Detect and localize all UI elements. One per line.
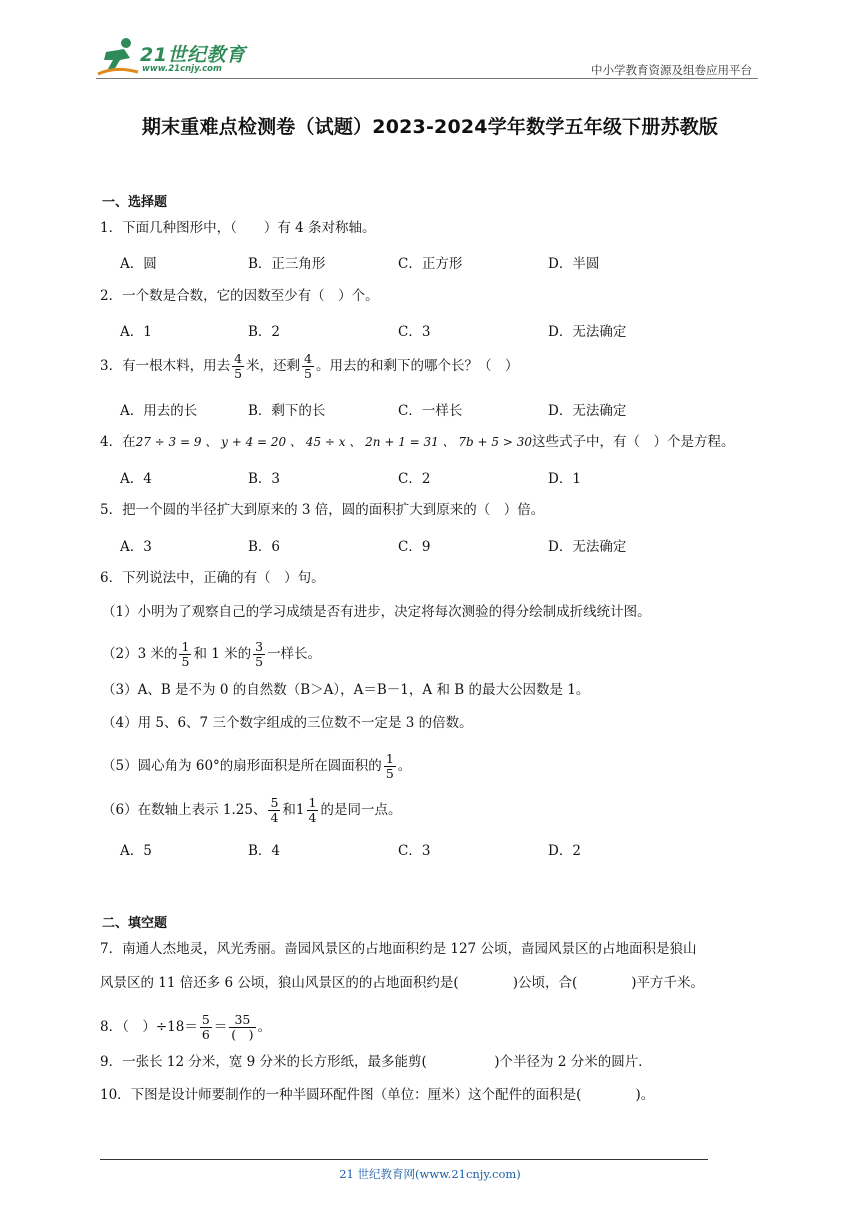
- equals-sign: ＝: [213, 1019, 228, 1035]
- statement-text: （5）圆心角为 60°的扇形面积是所在圆面积的: [102, 758, 382, 774]
- header-divider: [96, 78, 758, 79]
- question-5-option-b: B．6: [248, 539, 281, 555]
- question-4-suffix: 这些式子中，有（ ）个是方程。: [532, 434, 735, 450]
- question-4-expressions: 27 ÷ 3 = 9 、 y + 4 = 20 、 45 ÷ x 、 2n + 1 = 31 、 7b + 5 > 30: [135, 435, 533, 449]
- runner-logo-icon: [96, 36, 140, 78]
- question-6-statement-6: [102, 796, 401, 825]
- fraction-numerator: 35: [229, 1013, 255, 1028]
- footer-divider: [100, 1159, 708, 1160]
- statement-text: 和 1 米的: [193, 646, 252, 662]
- question-3-prefix: 3．有一根木料，用去: [100, 358, 231, 374]
- fraction: [232, 352, 244, 381]
- question-4-option-c: C．2: [398, 471, 431, 487]
- section-title-choice: 一、选择题: [102, 195, 168, 210]
- question-2-option-d: D．无法确定: [548, 324, 627, 340]
- fraction-denominator: 4: [308, 810, 317, 825]
- question-3-option-d: D．无法确定: [548, 403, 627, 419]
- question-5-option-a: A．3: [120, 539, 152, 555]
- fraction-denominator: 5: [181, 654, 190, 669]
- fraction-denominator: ( ): [231, 1027, 254, 1042]
- header-slogan: 中小学教育资源及组卷应用平台: [591, 63, 752, 77]
- question-8-text: [100, 1013, 271, 1042]
- fraction-denominator: 5: [304, 366, 312, 381]
- logo-brand-text: 21世纪教育: [140, 44, 246, 66]
- question-3-option-b: B．剩下的长: [248, 403, 326, 419]
- question-3-text: [100, 352, 519, 381]
- page-title: 期末重难点检测卷（试题）2023-2024学年数学五年级下册苏教版: [141, 116, 719, 138]
- question-6-statement-1: （1）小明为了观察自己的学习成绩是否有进步，决定将每次测验的得分绘制成折线统计图。: [102, 604, 651, 620]
- question-1-text: 1．下面几种图形中，（ ）有 4 条对称轴。: [100, 220, 376, 236]
- fraction: [384, 752, 396, 781]
- fraction-denominator: 5: [385, 766, 394, 781]
- question-2-text: 2．一个数是合数，它的因数至少有（ ）个。: [100, 288, 379, 304]
- question-2-option-a: A．1: [120, 324, 152, 340]
- question-10-text: 10．下图是设计师要制作的一种半圆环配件图（单位：厘米）这个配件的面积是( )。: [100, 1087, 655, 1103]
- question-6-statement-2: [102, 640, 321, 669]
- question-5-text: 5．把一个圆的半径扩大到原来的 3 倍，圆的面积扩大到原来的（ ）倍。: [100, 502, 545, 518]
- statement-text: （6）在数轴上表示 1.25、: [102, 802, 267, 818]
- question-7-line-1: 7．南通人杰地灵，风光秀丽。啬园风景区的占地面积约是 127 公顷，啬园风景区的占地面积是狼山: [100, 941, 697, 957]
- question-3-option-a: A．用去的长: [120, 403, 198, 419]
- question-3-suffix: 。用去的和剩下的哪个长？（ ）: [316, 358, 519, 374]
- question-8-suffix: 。: [257, 1019, 272, 1035]
- question-4-text: [100, 432, 735, 452]
- statement-text: 一样长。: [267, 646, 322, 662]
- fraction-denominator: 5: [255, 654, 264, 669]
- fraction: [302, 352, 314, 381]
- question-4-option-a: A．4: [120, 471, 152, 487]
- question-1-option-d: D．半圆: [548, 256, 600, 272]
- fraction-numerator: 1: [385, 751, 394, 766]
- question-8-prefix: 8．（ ）÷18＝: [100, 1019, 198, 1035]
- section-title-fill-in: 二、填空题: [102, 916, 168, 931]
- fraction-numerator: 4: [304, 351, 312, 366]
- question-6-statement-4: （4）用 5、6、7 三个数字组成的三位数不一定是 3 的倍数。: [102, 715, 473, 731]
- logo-url-text: www.21cnjy.com: [142, 64, 222, 74]
- fraction-numerator: 1: [308, 795, 317, 810]
- question-1-option-a: A．圆: [120, 256, 157, 272]
- question-6-text: 6．下列说法中，正确的有（ ）句。: [100, 570, 325, 586]
- question-7-line-2: 风景区的 11 倍还多 6 公顷，狼山风景区的的占地面积约是( )公顷，合( )平方千米。: [100, 975, 704, 991]
- fraction: [200, 1013, 212, 1042]
- page-footer: 21 世纪教育网(www.21cnjy.com): [339, 1167, 521, 1181]
- site-logo: [96, 36, 266, 78]
- question-6-statement-3: （3）A、B 是不为 0 的自然数（B＞A），A＝B－1，A 和 B 的最大公因数是 1。: [102, 682, 590, 698]
- fraction: [179, 640, 191, 669]
- fraction-denominator: 4: [270, 810, 279, 825]
- fraction-numerator: 1: [181, 639, 190, 654]
- question-1-option-b: B．正三角形: [248, 256, 326, 272]
- question-2-option-c: C．3: [398, 324, 431, 340]
- statement-text: 和1: [282, 802, 305, 818]
- page-header: [96, 34, 758, 80]
- question-2-option-b: B．2: [248, 324, 281, 340]
- question-5-option-c: C．9: [398, 539, 431, 555]
- question-6-statement-5: [102, 752, 411, 781]
- question-3-option-c: C．一样长: [398, 403, 463, 419]
- fraction-numerator: 5: [201, 1012, 210, 1027]
- statement-text: （2）3 米的: [102, 646, 178, 662]
- fraction: [268, 796, 280, 825]
- question-3-middle: 米，还剩: [246, 358, 301, 374]
- question-6-option-b: B．4: [248, 843, 281, 859]
- question-4-option-b: B．3: [248, 471, 281, 487]
- question-6-option-c: C．3: [398, 843, 431, 859]
- fraction: [253, 640, 265, 669]
- fraction-numerator: 3: [255, 639, 264, 654]
- question-6-option-d: D．2: [548, 843, 581, 859]
- fraction-numerator: 5: [270, 795, 279, 810]
- fraction-denominator: 5: [234, 366, 243, 381]
- question-9-text: 9．一张长 12 分米，宽 9 分米的长方形纸，最多能剪( )个半径为 2 分米的圆片．: [100, 1054, 652, 1070]
- fraction: [307, 796, 319, 825]
- question-4-prefix: 4．在: [100, 434, 136, 450]
- fraction-denominator: 6: [201, 1027, 210, 1042]
- question-1-option-c: C．正方形: [398, 256, 463, 272]
- question-5-option-d: D．无法确定: [548, 539, 627, 555]
- fraction: [229, 1013, 255, 1042]
- question-6-option-a: A．5: [120, 843, 152, 859]
- fraction-numerator: 4: [234, 351, 243, 366]
- statement-text: 的是同一点。: [320, 802, 402, 818]
- question-4-option-d: D．1: [548, 471, 581, 487]
- statement-text: 。: [397, 758, 412, 774]
